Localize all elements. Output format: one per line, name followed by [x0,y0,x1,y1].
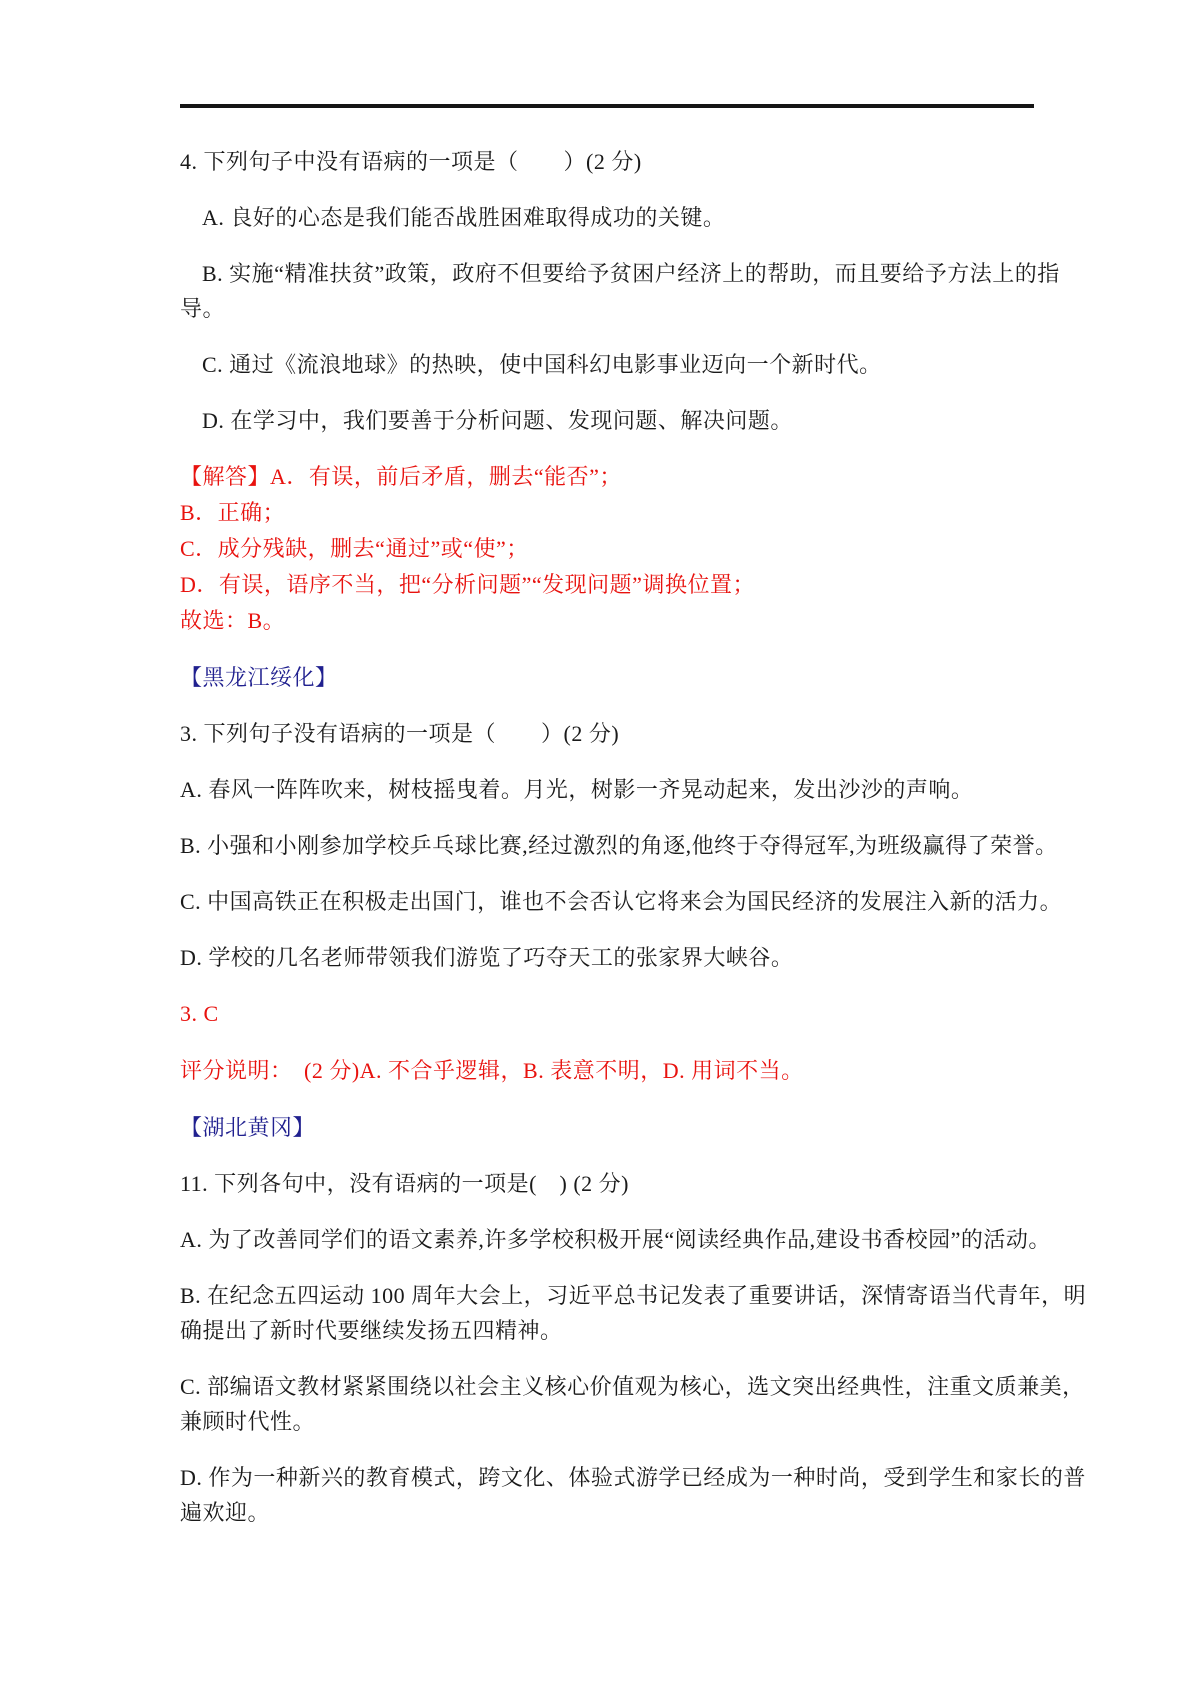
q4-answer-conclusion: 故选：B。 [180,608,286,633]
q4-answer-line-b: B．正确； [180,500,286,525]
huanggang-option-d-line1: D. 作为一种新兴的教育模式，跨文化、体验式游学已经成为一种时尚，受到学生和家长的普 [180,1465,1086,1490]
suihua-answer: 3. C [180,1001,219,1026]
suihua-scoring-note: 评分说明： (2 分)A. 不合乎逻辑，B. 表意不明，D. 用词不当。 [180,1058,804,1083]
suihua-option-a: A. 春风一阵阵吹来，树枝摇曳着。月光，树影一齐晃动起来，发出沙沙的声响。 [180,777,974,802]
suihua-option-c: C. 中国高铁正在积极走出国门，谁也不会否认它将来会为国民经济的发展注入新的活力。 [180,889,1063,914]
huanggang-option-b-line1: B. 在纪念五四运动 100 周年大会上，习近平总书记发表了重要讲话，深情寄语当代青年，明 [180,1283,1087,1308]
huanggang-option-d-line2: 遍欢迎。 [180,1500,271,1525]
q4-option-b-line2: 导。 [180,296,226,321]
huanggang-option-c-line2: 兼顾时代性。 [180,1409,316,1434]
q4-option-d: D. 在学习中，我们要善于分析问题、发现问题、解决问题。 [202,408,793,433]
q4-option-c: C. 通过《流浪地球》的热映，使中国科幻电影事业迈向一个新时代。 [202,352,882,377]
huanggang-option-a: A. 为了改善同学们的语文素养,许多学校积极开展“阅读经典作品,建设书香校园”的活动。 [180,1227,1051,1252]
huanggang-question: 11. 下列各句中，没有语病的一项是( ) (2 分) [180,1171,629,1196]
q4-option-b-line1: B. 实施“精准扶贫”政策，政府不但要给予贫困户经济上的帮助，而且要给予方法上的指 [202,261,1060,286]
huanggang-option-b-line2: 确提出了新时代要继续发扬五四精神。 [180,1318,563,1343]
suihua-source-tag: 【黑龙江绥化】 [180,665,338,690]
q4-option-a: A. 良好的心态是我们能否战胜困难取得成功的关键。 [202,205,726,230]
huanggang-option-c-line1: C. 部编语文教材紧紧围绕以社会主义核心价值观为核心，选文突出经典性，注重文质兼美， [180,1374,1085,1399]
suihua-option-d: D. 学校的几名老师带领我们游览了巧夺天工的张家界大峡谷。 [180,945,794,970]
q4-answer-line-a: 【解答】A．有误，前后矛盾，删去“能否”； [180,464,622,489]
suihua-option-b: B. 小强和小刚参加学校乒乓球比赛,经过激烈的角逐,他终于夺得冠军,为班级赢得了荣誉。 [180,833,1058,858]
document-page [0,104,1200,1698]
header-rule [180,104,1034,108]
q4-answer-line-c: C．成分残缺，删去“通过”或“使”； [180,536,529,561]
q4-answer-line-d: D．有误，语序不当，把“分析问题”“发现问题”调换位置； [180,572,755,597]
suihua-question: 3. 下列句子没有语病的一项是（ ）(2 分) [180,721,620,746]
page-content [0,104,1200,1698]
q4-question: 4. 下列句子中没有语病的一项是（ ）(2 分) [180,149,642,174]
huanggang-source-tag: 【湖北黄冈】 [180,1115,316,1140]
